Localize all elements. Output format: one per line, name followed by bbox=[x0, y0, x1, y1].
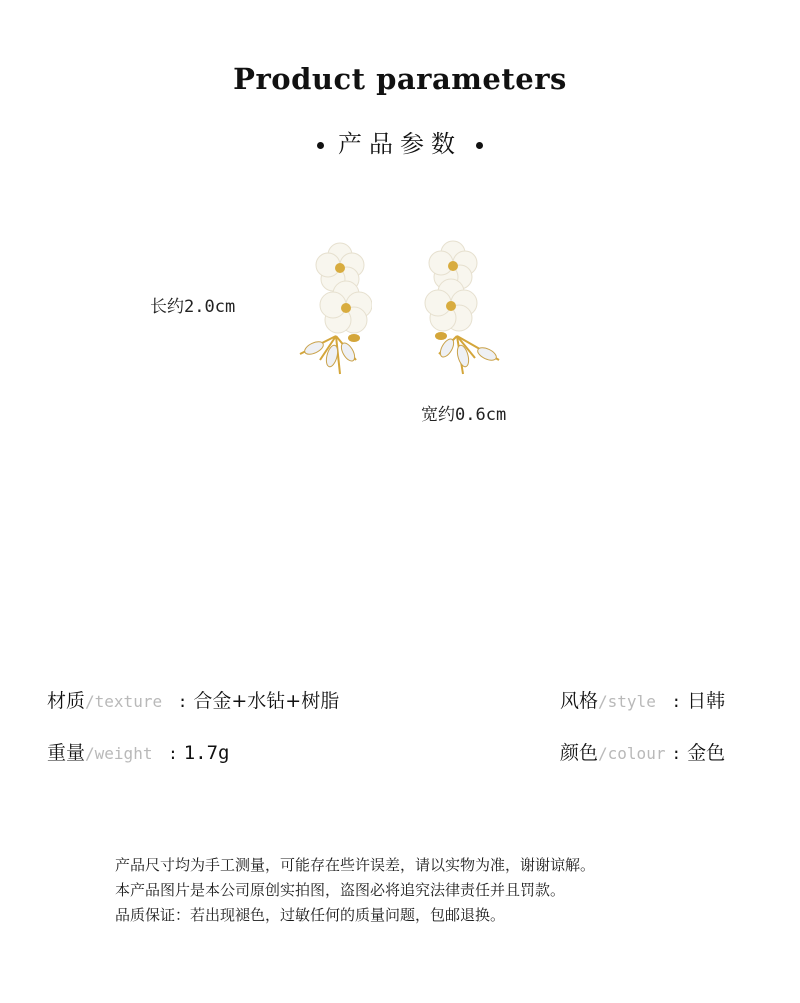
note-line: 本产品图片是本公司原创实拍图，盗图必将追究法律责任并且罚款。 bbox=[115, 881, 566, 899]
bullet-dot-icon bbox=[317, 142, 324, 149]
param-slash: / bbox=[85, 692, 95, 711]
param-style bbox=[560, 686, 725, 713]
note-line: 产品尺寸均为手工测量，可能存在些许误差，请以实物为准，谢谢谅解。 bbox=[115, 856, 596, 874]
param-label-cn: 重量 bbox=[47, 742, 86, 764]
page-subtitle bbox=[0, 124, 800, 159]
param-weight bbox=[47, 738, 229, 765]
param-label-cn: 风格 bbox=[560, 690, 599, 712]
param-slash: / bbox=[598, 744, 608, 763]
bullet-dot-icon bbox=[476, 142, 483, 149]
flower-earring-icon bbox=[292, 236, 372, 381]
flower-earring-icon bbox=[413, 236, 508, 381]
param-label-cn: 材质 bbox=[47, 690, 86, 712]
param-value: 1.7g bbox=[183, 742, 230, 764]
param-slash: / bbox=[598, 692, 608, 711]
disclaimer-notes bbox=[115, 853, 595, 928]
param-slash: / bbox=[85, 744, 95, 763]
param-label-en: weight bbox=[94, 744, 153, 763]
note-line: 品质保证：若出现褪色，过敏任何的质量问题，包邮退换。 bbox=[115, 906, 506, 924]
page-title: Product parameters bbox=[233, 62, 567, 96]
param-color bbox=[560, 738, 725, 765]
param-label-cn: 颜色 bbox=[560, 742, 599, 764]
length-dimension: 长约2.0cm bbox=[150, 297, 236, 317]
param-label-en: style bbox=[607, 692, 656, 711]
param-value: 合金+水钻+树脂 bbox=[193, 690, 340, 712]
param-label-en: texture bbox=[94, 692, 163, 711]
param-material bbox=[47, 686, 339, 713]
subtitle-text: 产品参数 bbox=[338, 130, 462, 158]
param-label-en: colour bbox=[607, 744, 666, 763]
param-separator: : bbox=[158, 744, 178, 763]
param-value: 金色 bbox=[687, 742, 726, 764]
width-dimension: 宽约0.6cm bbox=[421, 405, 507, 425]
param-separator: : bbox=[168, 692, 188, 711]
param-value: 日韩 bbox=[687, 690, 726, 712]
param-separator: : bbox=[661, 692, 682, 711]
param-separator: : bbox=[671, 744, 682, 763]
